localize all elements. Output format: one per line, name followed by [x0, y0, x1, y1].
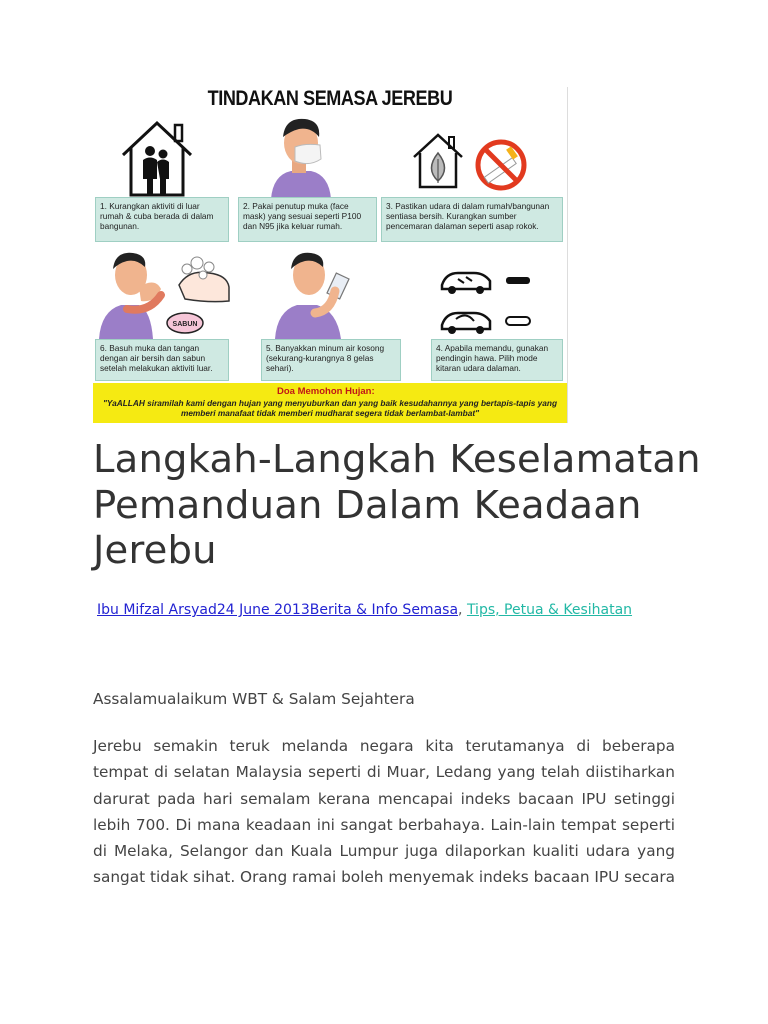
- author-date-category-link[interactable]: [97, 602, 458, 618]
- author-link[interactable]: Ibu Mifzal Arsyad: [97, 602, 217, 618]
- caption-step-2: 2. Pakai penutup muka (face mask) yang sesuai seperti P100 dan N95 jika keluar rumah.: [238, 197, 377, 242]
- category-link-tips[interactable]: Tips, Petua & Kesihatan: [466, 602, 633, 618]
- date-link[interactable]: 24 June 2013: [216, 602, 310, 618]
- caption-step-5: 5. Banyakkan minum air kosong (sekurang-kurangnya 8 gelas sehari).: [261, 339, 401, 381]
- infographic-image: [93, 87, 568, 423]
- infographic-title: TINDAKAN SEMASA JEREBU: [207, 87, 453, 110]
- drinking-water-icon: [271, 247, 371, 339]
- washing-face-icon: [99, 247, 233, 339]
- car-aircon-icon: [438, 265, 538, 337]
- article-title: Langkah-Langkah Keselamatan Pemanduan Dalam Keadaan Jerebu: [93, 437, 701, 573]
- caption-step-3: 3. Pastikan udara di dalam rumah/bangunan sentiasa bersih. Kurangkan sumber pencemaran dalaman seperti asap rokok.: [381, 197, 563, 242]
- doa-banner: [93, 383, 567, 423]
- soap-label: SABUN: [172, 321, 198, 328]
- no-smoking-icon: [473, 137, 529, 193]
- doa-title: Doa Memohon Hujan:: [277, 386, 375, 397]
- category-link[interactable]: Berita & Info Semasa: [309, 602, 459, 618]
- article-paragraph: Jerebu semakin teruk melanda negara kita terutamanya di beberapa tempat di selatan Malaysia seperti di Muar, Ledang yang telah diistiharkan darurat pada hari semalam kerana mencapai indeks bacaan IPU setinggi lebih 700. Di mana keadaan ini sangat berbahaya. Lain-lain tempat seperti di Melaka, Selangor dan Kuala Lumpur juga dilaporkan kualiti udara yang sangat tidak sihat. Orang ramai boleh menyemak indeks bacaan IPU secara: [93, 737, 675, 887]
- house-people-icon: [117, 117, 197, 197]
- doa-text: "YaALLAH siramilah kami dengan hujan yang menyuburkan dan yang baik kesudahannya yang bertapis-tapis yang memberi manafaat tidak memberi mudharat segera tidak berlambat-lambat": [102, 398, 558, 418]
- face-mask-person-icon: [265, 115, 335, 199]
- caption-step-6: 6. Basuh muka dan tangan dengan air bersih dan sabun setelah melakukan aktiviti luar.: [95, 339, 229, 381]
- article-meta: [93, 597, 693, 624]
- greeting-text: Assalamualaikum WBT & Salam Sejahtera: [93, 690, 415, 708]
- clean-air-house-icon: [411, 131, 465, 189]
- caption-step-1: 1. Kurangkan aktiviti di luar rumah & cuba berada di dalam bangunan.: [95, 197, 229, 242]
- caption-step-4: 4. Apabila memandu, gunakan pendingin hawa. Pilih mode kitaran udara dalaman.: [431, 339, 563, 381]
- category-separator: ,: [458, 602, 463, 618]
